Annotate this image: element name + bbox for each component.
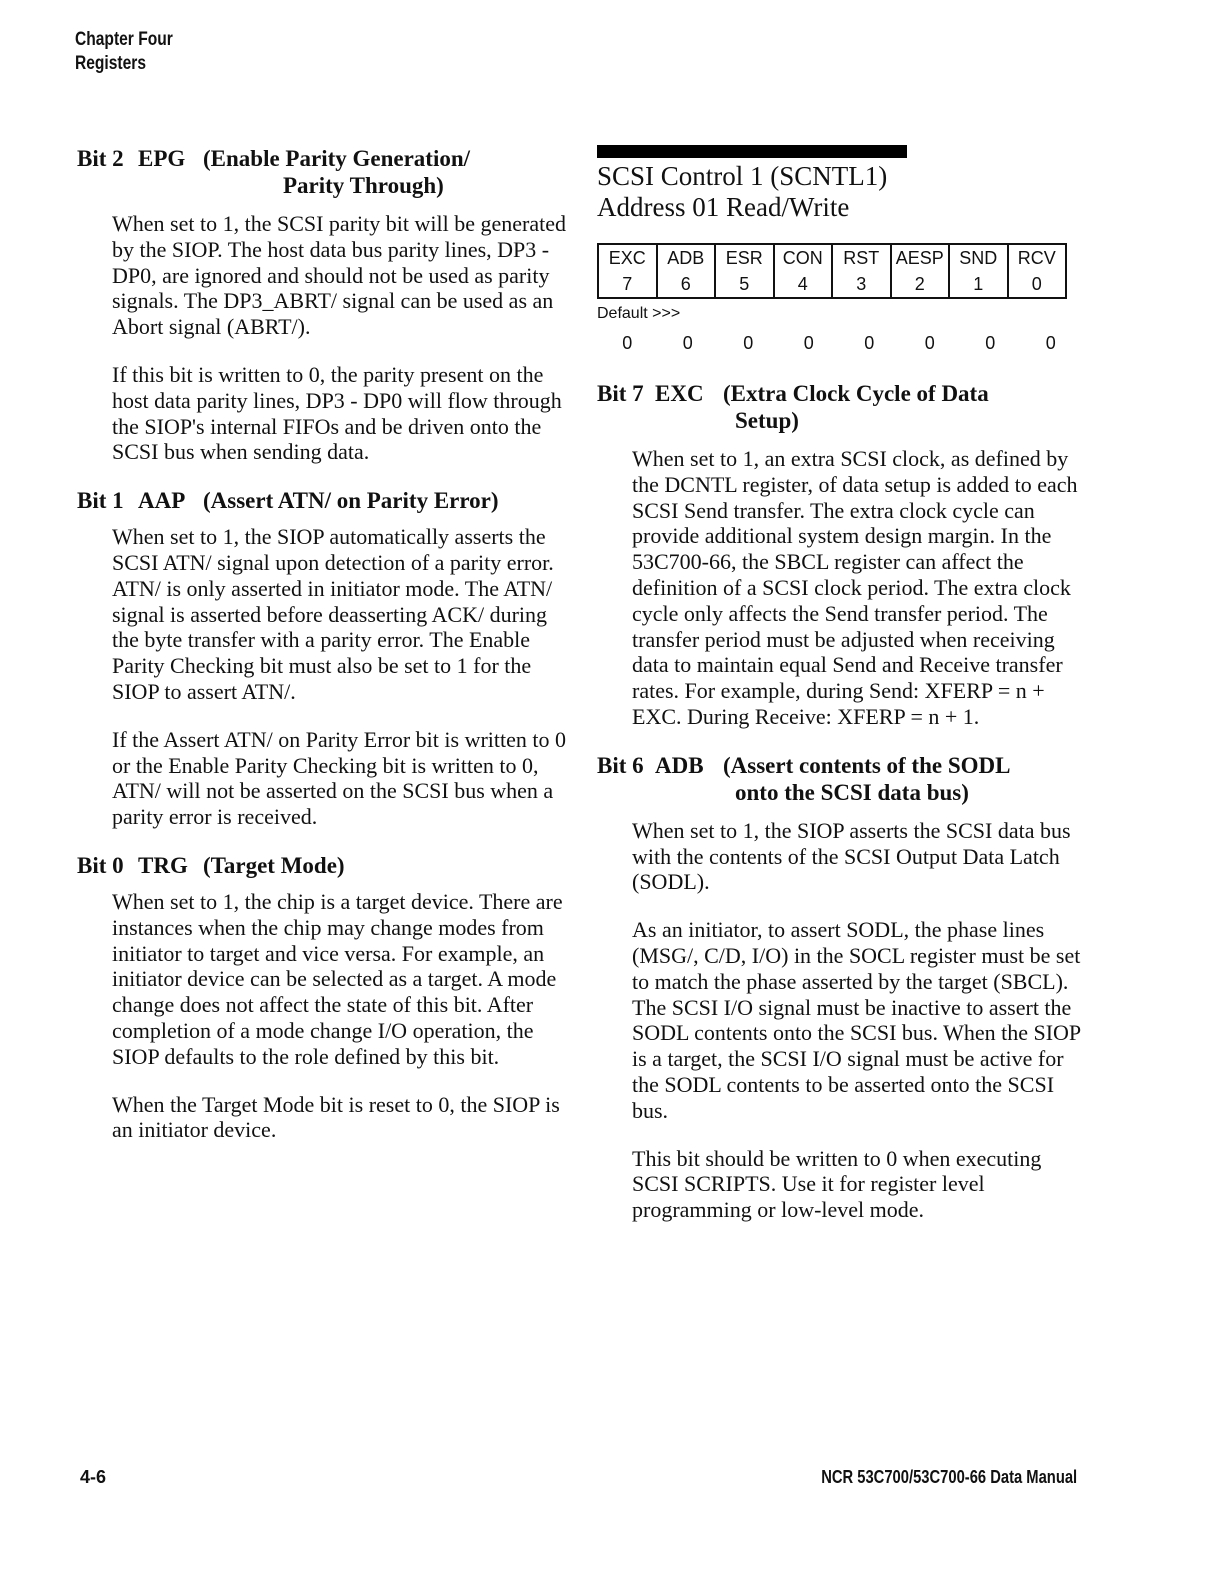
chapter-label: Chapter Four [75,29,173,50]
bit-name-cell: AESP [891,244,950,271]
paragraph: If the Assert ATN/ on Parity Error bit is written to 0 or the Enable Parity Checking bit is written to 0, ATN/ will not be asserted on the SCSI bus when a parity error is received. [112,726,566,830]
bit-title: (Assert ATN/ on Parity Error) [203,488,499,514]
bit2-section [77,145,577,465]
bit-number-cell: 0 [1008,271,1067,298]
bit-name-cell: SND [949,244,1008,271]
bit-number-row [598,271,1066,298]
bit-name-cell: ESR [715,244,774,271]
page-number: 4-6 [80,1467,107,1487]
paragraph: When set to 1, the SIOP automatically asserts the SCSI ATN/ signal upon detection of a parity error. ATN/ is only asserted in initiator mode. The ATN/ signal is asserted before deasserting ACK/ during the byte transfer with a parity error. The Enable Parity Checking bit must also be set to 1 for the SIOP to assert ATN/. [112,524,554,704]
bit-number: Bit 6 [597,752,644,778]
bit-number: Bit 1 [77,488,124,514]
paragraph: As an initiator, to assert SODL, the phase lines (MSG/, C/D, I/O) in the SOCL register must be set to match the phase asserted by the target (SBCL). The SCSI I/O signal must be inactive to assert the SODL contents onto the SCSI bus. When the SIOP is a target, the SCSI I/O signal must be active for the SODL contents to be asserted onto the SCSI bus. [632,917,1081,1123]
bit6-heading [597,752,1087,806]
default-value: 0 [1045,333,1056,353]
running-header [75,28,173,76]
bit-name-cell: CON [774,244,833,271]
bit7-heading [597,380,1087,434]
bit-title: (Assert contents of the SODL [723,752,1011,778]
register-bit-table [597,243,1067,299]
bit-name-cell: RCV [1008,244,1067,271]
bit-mnemonic: ADB [655,752,704,778]
right-column [597,145,1087,1245]
register-title: SCSI Control 1 (SCNTL1) [597,161,888,191]
manual-title: NCR 53C700/53C700-66 Data Manual [821,1467,1077,1487]
bit-number-cell: 6 [657,271,716,298]
left-column [77,145,577,1165]
default-value: 0 [864,333,875,353]
bit-number: Bit 2 [77,146,124,171]
paragraph: If this bit is written to 0, the parity present on the host data parity lines, DP3 - DP0 will flow through the SIOP's internal FIFOs and be driven onto the SCSI bus when sending data. [112,361,562,465]
bit-name-cell: EXC [598,244,657,271]
default-value: 0 [743,333,754,353]
bit-number-cell: 4 [774,271,833,298]
bit7-section [597,380,1087,730]
bit0-section [77,852,577,1143]
bit-title-line2: Setup) [735,408,799,433]
bit-mnemonic: AAP [138,488,186,514]
bit-number-cell: 7 [598,271,657,298]
default-value: 0 [924,333,935,353]
bit-title-line2: Parity Through) [283,173,444,198]
bit-number-cell: 5 [715,271,774,298]
bit-mnemonic: EPG [138,146,186,171]
bit-name-cell: ADB [657,244,716,271]
default-value: 0 [682,333,693,353]
bit-mnemonic: TRG [138,852,188,878]
bit-mnemonic: EXC [655,381,704,406]
bit2-heading [77,145,577,199]
paragraph: When set to 1, the chip is a target device. There are instances when the chip may change modes from initiator to target and vice versa. For example, an initiator device can be selected as a target. A mode change does not affect the state of this bit. After completion of a mode change I/O operation, the SIOP defaults to the role defined by this bit. [112,888,563,1069]
paragraph: When set to 1, the SCSI parity bit will be generated by the SIOP. The host data bus parity lines, DP3 - DP0, are ignored and should not be used as parity signals. The DP3_ABRT/ signal can be used as an Abort signal (ABRT/). [112,211,566,340]
bit1-section [77,487,577,830]
bit-title: (Target Mode) [203,852,345,878]
bit-number: Bit 0 [77,852,124,878]
section-label: Registers [75,53,147,74]
bit-number-cell: 3 [832,271,891,298]
bit-number: Bit 7 [597,381,644,406]
bit-name-row [598,244,1066,271]
register-title-rule [597,145,907,158]
paragraph: When set to 1, an extra SCSI clock, as defined by the DCNTL register, of data setup is added to each SCSI Send transfer. The extra clock cycle can provide additional system design margin. In the 53C700-66, the SBCL register can affect the definition of a SCSI clock period. The extra clock cycle only affects the Send transfer period. The transfer period must be adjusted when receiving data to maintain equal Send and Receive transfer rates. For example, during Send: XFERP = n + EXC. During Receive: XFERP = n + 1. [632,446,1078,729]
paragraph: This bit should be written to 0 when executing SCSI SCRIPTS. Use it for register level programming or low-level mode. [632,1145,1042,1223]
bit-number-cell: 1 [949,271,1008,298]
register-address: Address 01 Read/Write [597,192,850,222]
bit-title: (Enable Parity Generation/ [203,146,471,171]
bit0-heading [77,852,577,879]
paragraph: When the Target Mode bit is reset to 0, the SIOP is an initiator device. [112,1091,560,1143]
bit6-section [597,752,1087,1223]
bit-name-cell: RST [832,244,891,271]
default-values-row [597,333,1087,354]
bit-title-line2: onto the SCSI data bus) [735,779,969,805]
default-value: 0 [803,333,814,353]
default-value: 0 [985,333,996,353]
bit-number-cell: 2 [891,271,950,298]
paragraph: When set to 1, the SIOP asserts the SCSI data bus with the contents of the SCSI Output Data Latch (SODL). [632,817,1071,895]
bit-title: (Extra Clock Cycle of Data [723,381,989,406]
default-label: Default >>> [597,305,681,322]
default-value: 0 [622,333,633,353]
bit1-heading [77,487,577,514]
